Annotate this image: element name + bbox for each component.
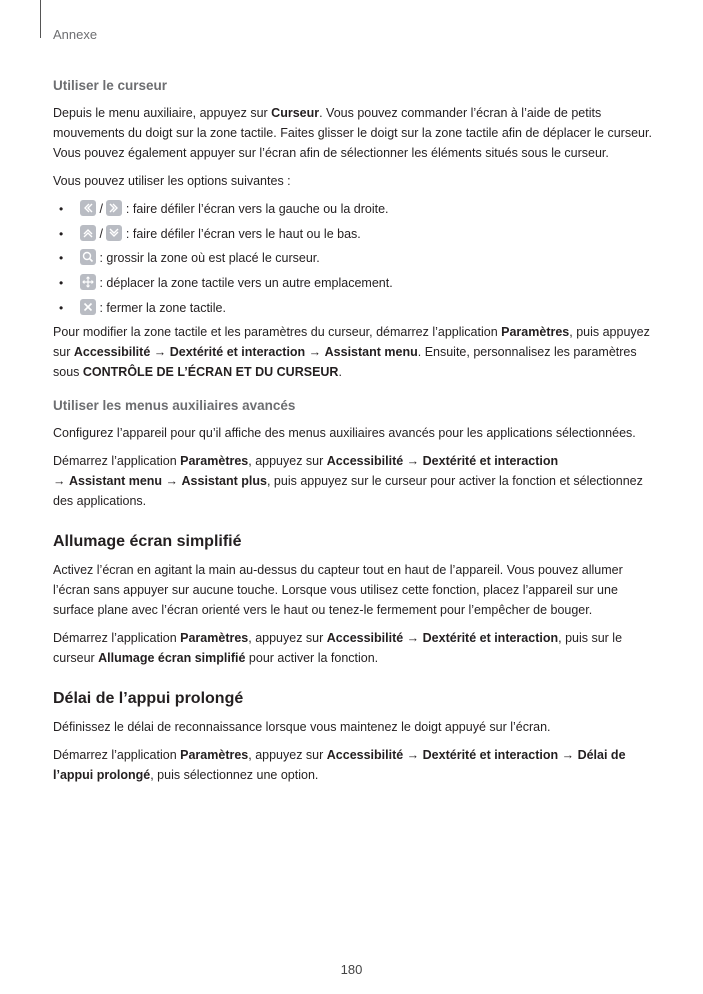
- cursor-intro-paragraph: Depuis le menu auxiliaire, appuyez sur Curseur. Vous pouvez commander l’écran à l’aide de petits mouvements du doigt sur la zone tactile. Faites glisser le doigt sur la zone tactile afin de déplacer le curseur. Vous pouvez également appuyer sur l’écran afin de sélectionner les éléments situés sous le curseur.: [53, 106, 652, 160]
- scroll-up-icon: [80, 225, 96, 241]
- page-number: 180: [340, 962, 363, 977]
- advanced-steps-paragraph: Démarrez l’application Paramètres, appuyez sur Accessibilité → Dextérité et interaction → Assistant menu → Assistant plus, puis appuyez sur le curseur pour activer la fonction et sélectionnez des applications.: [53, 454, 643, 509]
- magnifier-icon: [80, 249, 96, 265]
- list-item: • / : faire défiler l’écran vers la gauche ou la droite.: [53, 199, 653, 219]
- bullet: •: [59, 276, 64, 291]
- cursor-settings-paragraph: Pour modifier la zone tactile et les paramètres du curseur, démarrez l’application Paramètres, puis appuyez sur Accessibilité → Dextérité et interaction → Assistant menu. Ensuite, personnalisez les paramètres sous CONTRÔLE DE L’ÉCRAN ET DU CURSEUR.: [53, 325, 650, 380]
- bullet: •: [59, 251, 64, 266]
- subheading-cursor: Utiliser le curseur: [53, 78, 168, 93]
- wake-steps-paragraph: Démarrez l’application Paramètres, appuyez sur Accessibilité → Dextérité et interaction, puis sur le curseur Allumage écran simplifié pour activer la fonction.: [53, 631, 623, 666]
- list-item: • : grossir la zone où est placé le curseur.: [53, 248, 653, 268]
- move-icon: [80, 274, 96, 290]
- cursor-options-list: [53, 199, 653, 318]
- list-item: • : fermer la zone tactile.: [53, 298, 653, 318]
- list-item: • / : faire défiler l’écran vers le haut ou le bas.: [53, 224, 653, 244]
- heading-easy-screen-on: Allumage écran simplifié: [53, 533, 242, 551]
- page-content: [53, 78, 653, 793]
- running-head: Annexe: [53, 27, 98, 42]
- subheading-advanced-menus: Utiliser les menus auxiliaires avancés: [53, 398, 296, 414]
- advanced-intro-paragraph: Configurez l’appareil pour qu’il affiche des menus auxiliaires avancés pour les applications sélectionnées.: [53, 426, 636, 441]
- page-margin-rule: [40, 0, 41, 38]
- list-item: • : déplacer la zone tactile vers un autre emplacement.: [53, 273, 653, 293]
- scroll-down-icon: [106, 225, 122, 241]
- heading-long-press-delay: Délai de l’appui prolongé: [53, 690, 244, 708]
- wake-intro-paragraph: Activez l’écran en agitant la main au-dessus du capteur tout en haut de l’appareil. Vous pouvez allumer l’écran sans appuyer sur aucune touche. Lorsque vous utilisez cette fonction, placez l’appareil sur une surface plane avec l’écran orienté vers le haut ou tenez-le fermement pour l’empêcher de bouger.: [53, 563, 623, 618]
- cursor-options-intro: Vous pouvez utiliser les options suivantes :: [53, 174, 291, 188]
- bullet: •: [59, 226, 64, 241]
- bullet: •: [59, 300, 64, 315]
- scroll-left-icon: [80, 200, 96, 216]
- delay-intro-paragraph: Définissez le délai de reconnaissance lorsque vous maintenez le doigt appuyé sur l’écran.: [53, 720, 551, 735]
- scroll-right-icon: [106, 200, 122, 216]
- delay-steps-paragraph: Démarrez l’application Paramètres, appuyez sur Accessibilité → Dextérité et interaction → Délai de l’appui prolongé, puis sélectionnez une option.: [53, 748, 626, 783]
- bullet: •: [59, 202, 64, 216]
- close-icon: [80, 299, 96, 315]
